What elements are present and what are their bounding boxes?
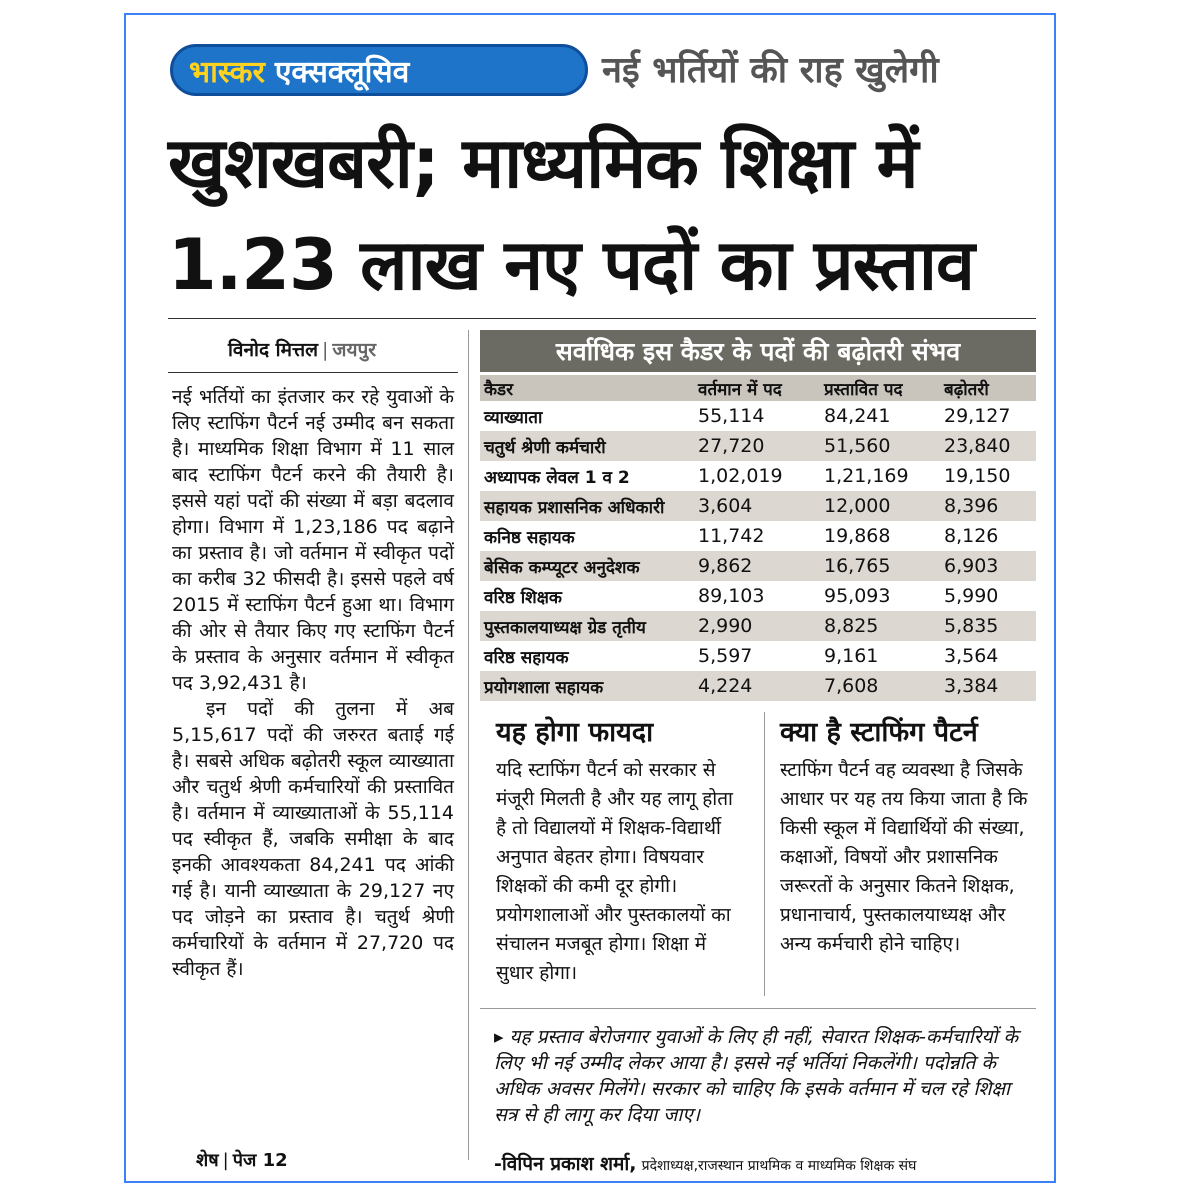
- badge-brand: भास्कर: [189, 54, 265, 90]
- continued-ref: [196, 1148, 288, 1172]
- byline-rule: [168, 372, 458, 373]
- current-posts: 89,103: [698, 585, 765, 607]
- byline-author: विनोद मित्तल: [228, 339, 318, 361]
- quote-designation: प्रदेशाध्यक्ष,राजस्थान प्राथमिक व माध्यमिक शिक्षक संघ: [641, 1158, 917, 1174]
- continued-separator: |: [222, 1150, 229, 1171]
- cadre-name: बेसिक कम्प्यूटर अनुदेशक: [480, 551, 694, 581]
- headline-line2: 1.23 लाख नए पदों का प्रस्ताव: [168, 224, 974, 306]
- table-header: बढ़ोतरी: [940, 375, 1036, 401]
- table-row: [480, 461, 1036, 491]
- current-posts: 2,990: [694, 611, 820, 641]
- increase: 3,564: [944, 645, 999, 667]
- table-row: [480, 671, 1036, 701]
- current-posts: 1,02,019: [698, 465, 783, 487]
- column-divider: [468, 330, 469, 1160]
- table-row: [480, 551, 1036, 581]
- article-para-1: नई भर्तियों का इंतजार कर रहे युवाओं के लिए स्टाफिंग पैटर्न नई उम्मीद बन सकता है। माध्यमिक शिक्षा विभाग में 11 साल बाद स्टाफिंग पैटर्न करने की तैयारी है। इससे यहां पदों की संख्या में बड़ा बदलाव होगा। विभाग में 1,23,186 पद बढ़ाने का प्रस्ताव है। जो वर्तमान में स्वीकृत पदों का करीब 32 फीसदी है। इससे पहले वर्ष 2015 में स्टाफिंग पैटर्न हुआ था। विभाग की ओर से तैयार किए गए स्टाफिंग पैटर्न के प्रस्ताव के अनुसार वर्तमान में स्वीकृत पद 3,92,431 है।: [172, 386, 454, 694]
- current-posts: 5,597: [698, 645, 753, 667]
- increase: 23,840: [940, 431, 1036, 461]
- definition-heading: क्या है स्टाफिंग पैटर्न: [780, 717, 978, 748]
- benefit-text: यदि स्टाफिंग पैटर्न को सरकार से मंजूरी मिलती है और यह लागू होता है तो विद्यालयों में शिक्षक-विद्यार्थी अनुपात बेहतर होगा। विषयवार शिक्षकों की कमी दूर होगी। प्रयोगशालाओं और पुस्तकालयों का संचालन मजबूत होगा। शिक्षा में सुधार होगा।: [496, 759, 733, 984]
- current-posts: 3,604: [694, 491, 820, 521]
- increase: 29,127: [944, 405, 1011, 427]
- table-header: कैडर: [480, 375, 694, 401]
- kicker: नई भर्तियों की राह खुलेगी: [602, 50, 939, 91]
- proposed-posts: 19,868: [824, 525, 891, 547]
- cadre-name: वरिष्ठ शिक्षक: [484, 587, 562, 608]
- table-row: [480, 611, 1036, 641]
- cadre-table: [480, 375, 1036, 701]
- table-row: [480, 431, 1036, 461]
- quote-rule: [480, 1008, 1036, 1009]
- proposed-posts: 12,000: [820, 491, 940, 521]
- benefit-heading: यह होगा फायदा: [496, 717, 654, 748]
- main-article: [172, 384, 454, 982]
- brand-badge: [170, 44, 588, 96]
- increase: 5,835: [940, 611, 1036, 641]
- table-row: [480, 521, 1036, 551]
- table-row: [480, 581, 1036, 611]
- continued-page: पेज 12: [232, 1150, 288, 1171]
- byline-city: जयपुर: [332, 339, 377, 361]
- table-header-row: [480, 375, 1036, 401]
- increase: 5,990: [944, 585, 999, 607]
- current-posts: 4,224: [694, 671, 820, 701]
- article-para-2: इन पदों की तुलना में अब 5,15,617 पदों की जरुरत बताई गई है। सबसे अधिक बढ़ोतरी स्कूल व्याख्याता और चतुर्थ श्रेणी कर्मचारियों की प्रस्तावित है। वर्तमान में व्याख्याताओं के 55,114 पद स्वीकृत हैं, जबकि समीक्षा के बाद इनकी आवश्यकता 84,241 पद आंकी गई है। यानी व्याख्याता के 29,127 नए पद जोड़ने का प्रस्ताव है। चतुर्थ श्रेणी कर्मचारियों के वर्तमान में 27,720 पद स्वीकृत हैं।: [172, 698, 454, 980]
- proposed-posts: 1,21,169: [824, 465, 909, 487]
- proposed-posts: 9,161: [824, 645, 879, 667]
- increase: 8,396: [940, 491, 1036, 521]
- table-row: [480, 641, 1036, 671]
- increase: 3,384: [940, 671, 1036, 701]
- cadre-name: वरिष्ठ सहायक: [484, 647, 569, 668]
- cadre-name: अध्यापक लेवल 1 व 2: [484, 467, 630, 488]
- quote-text: यह प्रस्ताव बेरोजगार युवाओं के लिए ही नहीं, सेवारत शिक्षक-कर्मचारियों के लिए भी नई उम्मीद लेकर आया है। इससे नई भर्तियां निकलेंगी। पदोन्नति के अधिक अवसर मिलेंगे। सरकार को चाहिए कि इसके वर्तमान में चल रहे शिक्षा सत्र से ही लागू कर दिया जाए।: [494, 1026, 1019, 1126]
- byline-separator: |: [321, 339, 329, 361]
- proposed-posts: 8,825: [820, 611, 940, 641]
- proposed-posts: 84,241: [824, 405, 891, 427]
- current-posts: 11,742: [698, 525, 765, 547]
- proposed-posts: 16,765: [820, 551, 940, 581]
- proposed-posts: 51,560: [820, 431, 940, 461]
- table-header: प्रस्तावित पद: [820, 375, 940, 401]
- quote-block: [494, 1024, 1034, 1128]
- box-divider: [764, 712, 765, 996]
- cadre-name: पुस्तकालयाध्यक्ष ग्रेड तृतीय: [480, 611, 694, 641]
- table-row: [480, 401, 1036, 431]
- quote-signature: [494, 1150, 1054, 1176]
- current-posts: 27,720: [694, 431, 820, 461]
- byline: [228, 336, 376, 362]
- cadre-name: प्रयोगशाला सहायक: [480, 671, 694, 701]
- table-row: [480, 491, 1036, 521]
- cadre-name: सहायक प्रशासनिक अधिकारी: [480, 491, 694, 521]
- quote-author: -विपिन प्रकाश शर्मा,: [494, 1153, 637, 1175]
- increase: 8,126: [944, 525, 999, 547]
- current-posts: 9,862: [694, 551, 820, 581]
- table-title: सर्वाधिक इस कैडर के पदों की बढ़ोतरी संभव: [480, 330, 1036, 372]
- proposed-posts: 95,093: [824, 585, 891, 607]
- increase: 6,903: [940, 551, 1036, 581]
- current-posts: 55,114: [698, 405, 765, 427]
- badge-exclusive: एक्सक्लूसिव: [274, 54, 410, 90]
- cadre-name: चतुर्थ श्रेणी कर्मचारी: [480, 431, 694, 461]
- table-header: वर्तमान में पद: [694, 375, 820, 401]
- cadre-name: कनिष्ठ सहायक: [484, 527, 575, 548]
- increase: 19,150: [944, 465, 1011, 487]
- definition-text: स्टाफिंग पैटर्न वह व्यवस्था है जिसके आधार पर यह तय किया जाता है कि किसी स्कूल में विद्यार्थियों की संख्या, कक्षाओं, विषयों और प्रशासनिक जरूरतों के अनुसार कितने शिक्षक, प्रधानाचार्य, पुस्तकालयाध्यक्ष और अन्य कर्मचारी होने चाहिए।: [780, 759, 1028, 955]
- quote-marker-icon: ▸: [494, 1026, 504, 1048]
- cadre-name: व्याख्याता: [484, 407, 543, 428]
- headline-rule: [168, 318, 1036, 319]
- headline-line1: खुशखबरी; माध्यमिक शिक्षा में: [168, 122, 918, 204]
- proposed-posts: 7,608: [820, 671, 940, 701]
- continued-label: शेष: [196, 1150, 219, 1171]
